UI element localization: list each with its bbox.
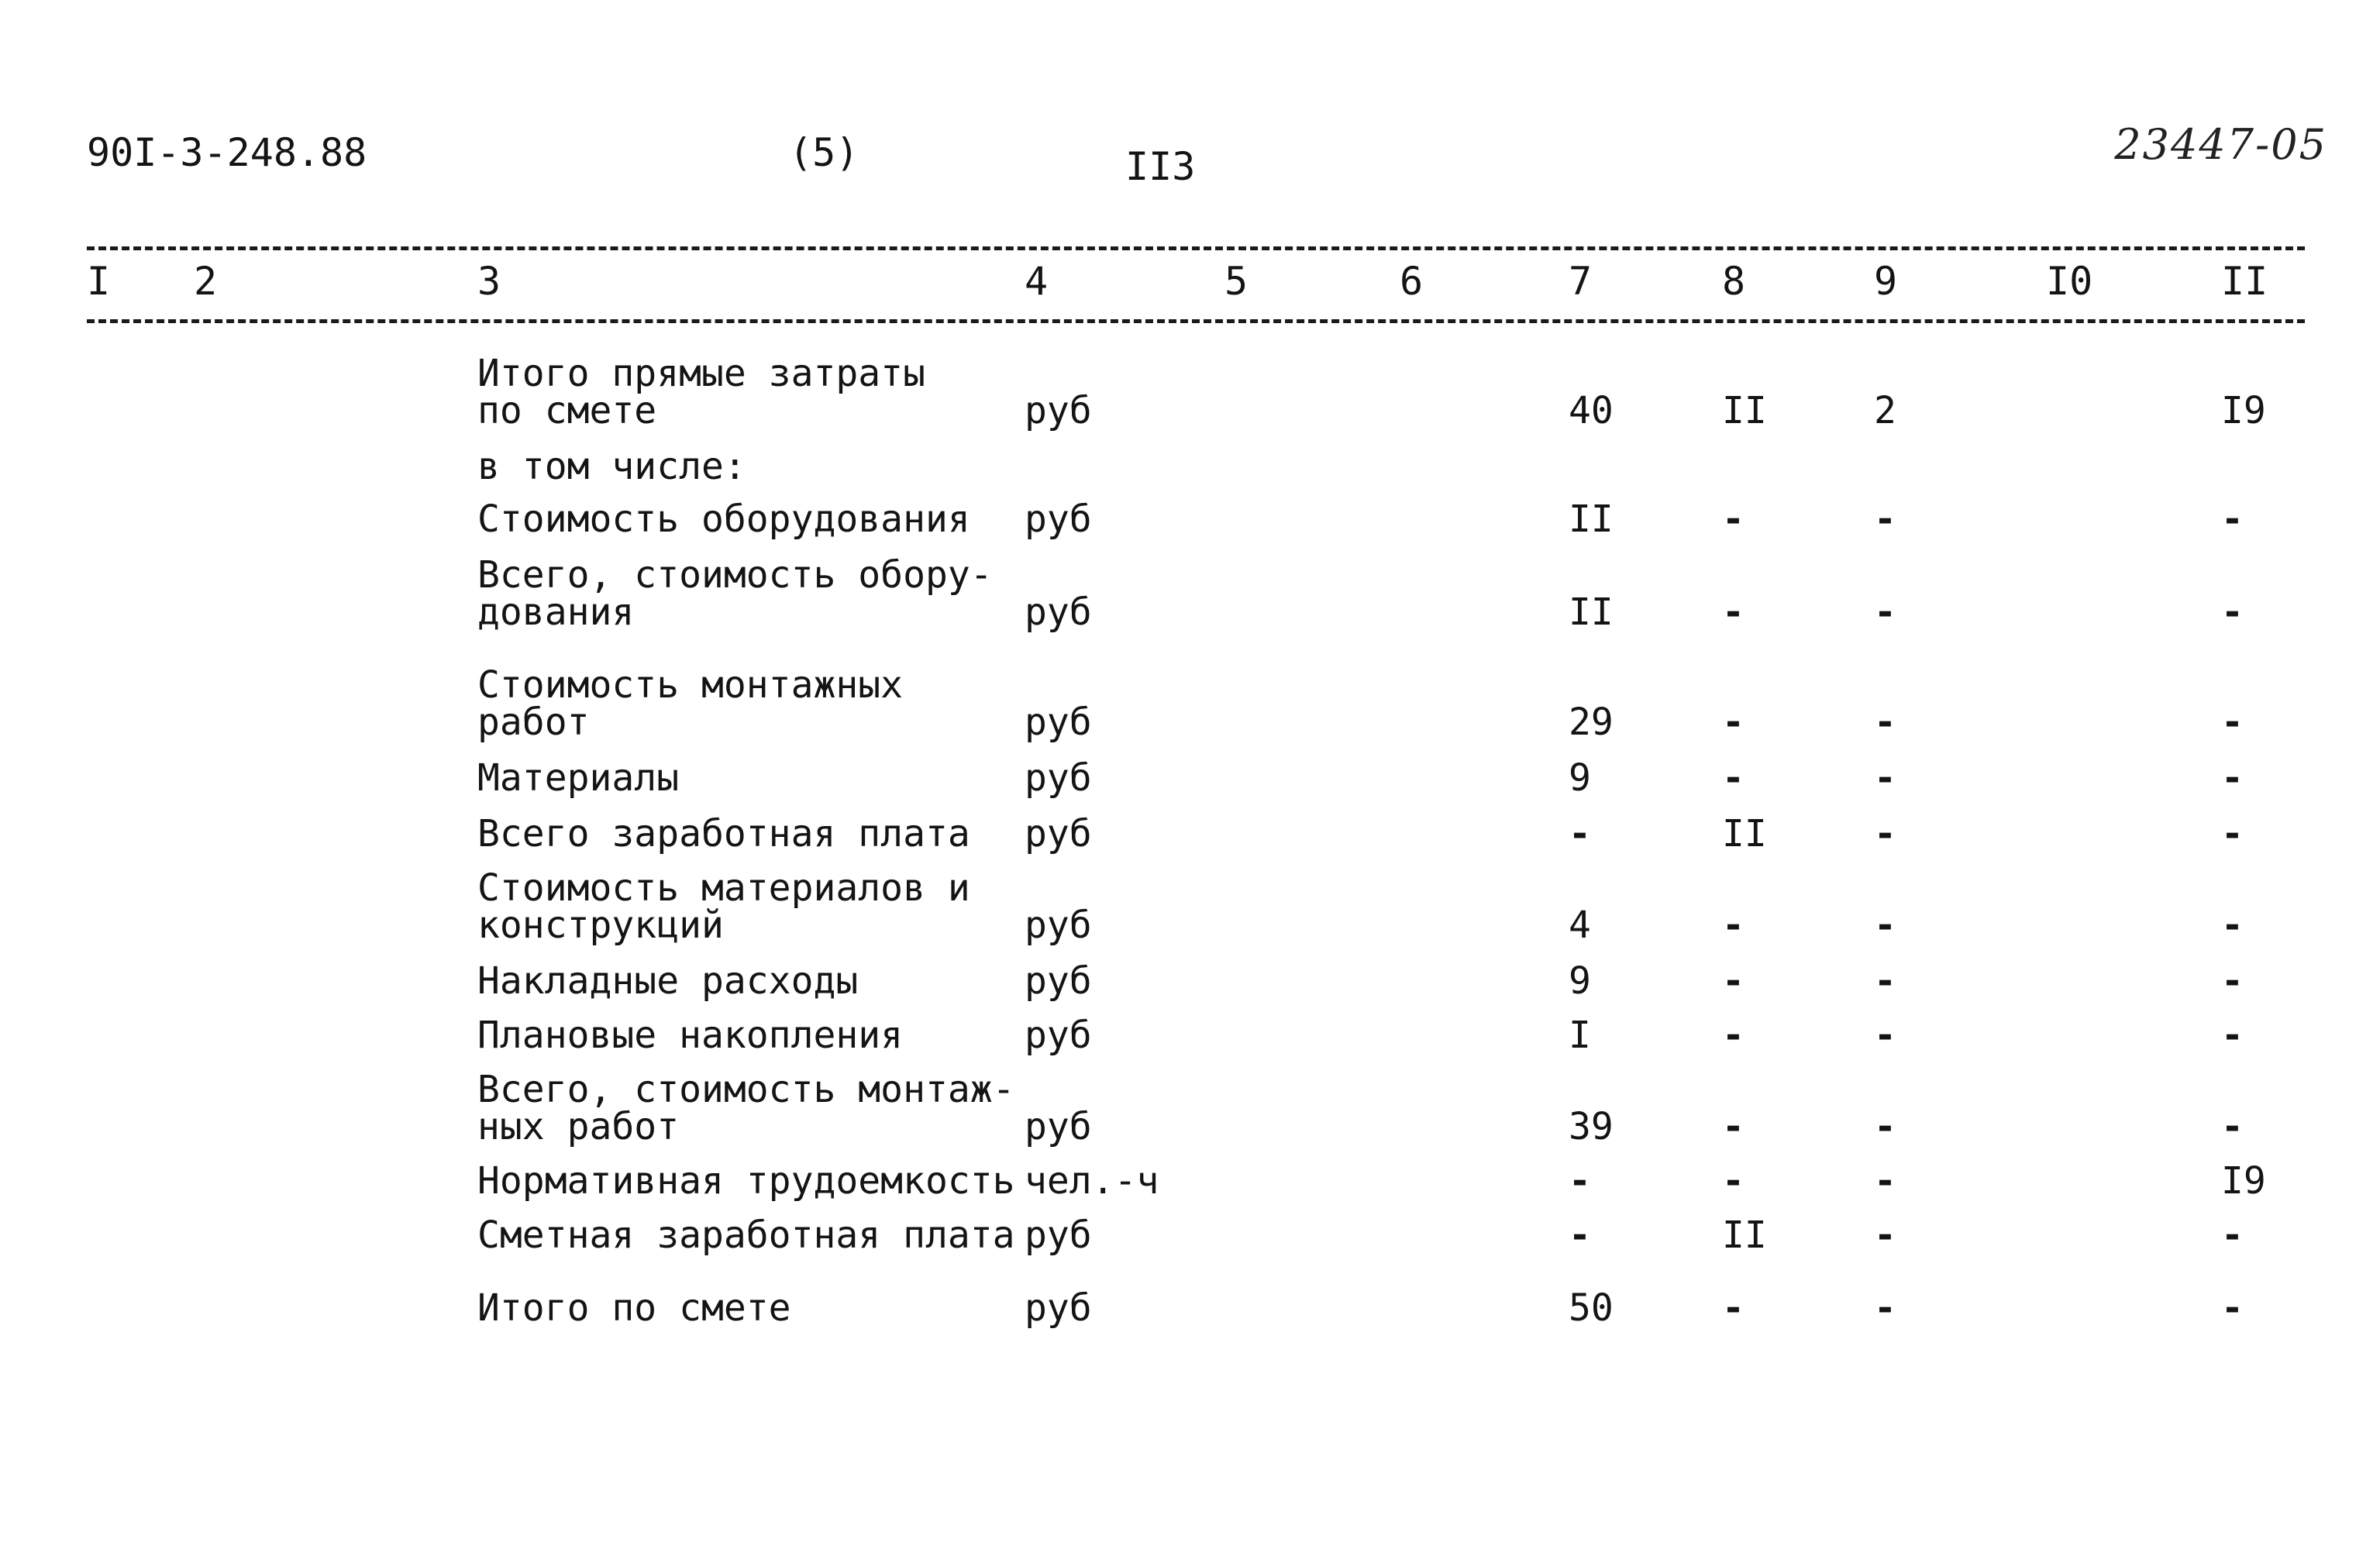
row-col11-value: I9 [2221, 1159, 2266, 1203]
row-col8-value: - [1722, 1159, 1745, 1203]
row-col8-value: - [1722, 1014, 1745, 1057]
column-number: 3 [477, 259, 501, 304]
row-col7-value: 50 [1569, 1286, 1614, 1330]
row-name: Плановые накопления [477, 1014, 904, 1057]
row-col9-value: - [1874, 959, 1896, 1003]
row-col7-value: - [1569, 812, 1591, 855]
column-number: II [2221, 259, 2268, 304]
row-col11-value: - [2221, 959, 2244, 1003]
row-col11-value: I9 [2221, 389, 2266, 432]
row-col7-value: 9 [1569, 756, 1591, 800]
row-col8-value: - [1722, 590, 1745, 634]
row-col11-value: - [2221, 904, 2244, 947]
document-code: 90I-3-248.88 [87, 130, 367, 175]
row-col9-value: - [1874, 701, 1896, 744]
row-name: Нормативная трудоемкость [477, 1159, 1015, 1203]
row-col11-value: - [2221, 1286, 2244, 1330]
row-col8-value: - [1722, 756, 1745, 800]
row-col7-value: 4 [1569, 904, 1591, 947]
row-col9-value: - [1874, 1105, 1896, 1148]
row-name: Стоимость оборудования [477, 497, 970, 541]
row-unit: руб [1025, 1213, 1092, 1257]
row-unit: руб [1025, 1105, 1092, 1148]
row-name: Итого по смете [477, 1286, 791, 1330]
row-col9-value: - [1874, 904, 1896, 947]
column-number: 5 [1224, 259, 1249, 304]
row-col11-value: - [2221, 1014, 2244, 1057]
row-col8-value: - [1722, 1105, 1745, 1148]
row-col7-value: 39 [1569, 1105, 1614, 1148]
row-col7-value: 29 [1569, 701, 1614, 744]
row-col9-value: - [1874, 1286, 1896, 1330]
column-number: 8 [1722, 259, 1746, 304]
column-number: 9 [1874, 259, 1898, 304]
row-name: Стоимость материалов и конструкций [477, 866, 970, 947]
row-unit: руб [1025, 389, 1092, 432]
row-col8-value: - [1722, 497, 1745, 541]
row-col9-value: - [1874, 756, 1896, 800]
row-name: в том числе: [477, 445, 746, 488]
row-unit: руб [1025, 959, 1092, 1003]
row-col8-value: - [1722, 701, 1745, 744]
row-name: Всего заработная плата [477, 812, 970, 855]
row-name: Материалы [477, 756, 680, 800]
handwritten-inventory-number: 23447-05 [2114, 120, 2327, 169]
row-col11-value: - [2221, 590, 2244, 634]
column-number: 6 [1400, 259, 1424, 304]
row-col7-value: I [1569, 1014, 1591, 1057]
row-name: Стоимость монтажных работ [477, 663, 904, 744]
row-col7-value: - [1569, 1213, 1591, 1257]
row-name: Всего, стоимость обору- дования [477, 553, 993, 634]
column-number: I0 [2046, 259, 2093, 304]
row-unit: руб [1025, 812, 1092, 855]
row-col9-value: - [1874, 590, 1896, 634]
row-col11-value: - [2221, 812, 2244, 855]
row-col11-value: - [2221, 1105, 2244, 1148]
row-unit: руб [1025, 1014, 1092, 1057]
row-unit: руб [1025, 1286, 1092, 1330]
row-col8-value: - [1722, 904, 1745, 947]
column-number: 4 [1025, 259, 1049, 304]
column-number: I [87, 259, 111, 304]
row-col7-value: 40 [1569, 389, 1614, 432]
row-col8-value: II [1722, 812, 1767, 855]
row-col7-value: II [1569, 590, 1614, 634]
page-number: II3 [1125, 144, 1196, 189]
row-col8-value: - [1722, 959, 1745, 1003]
row-unit: руб [1025, 756, 1092, 800]
row-col9-value: - [1874, 812, 1896, 855]
row-unit: чел.-ч [1025, 1159, 1159, 1203]
row-col11-value: - [2221, 497, 2244, 541]
row-col8-value: II [1722, 1213, 1767, 1257]
row-name: Всего, стоимость монтаж- ных работ [477, 1068, 1015, 1148]
row-unit: руб [1025, 904, 1092, 947]
row-unit: руб [1025, 590, 1092, 634]
row-col7-value: 9 [1569, 959, 1591, 1003]
row-col9-value: 2 [1874, 389, 1896, 432]
column-number: 2 [194, 259, 218, 304]
row-col9-value: - [1874, 1159, 1896, 1203]
row-col9-value: - [1874, 497, 1896, 541]
row-col7-value: - [1569, 1159, 1591, 1203]
row-col9-value: - [1874, 1014, 1896, 1057]
row-col9-value: - [1874, 1213, 1896, 1257]
column-number: 7 [1569, 259, 1593, 304]
row-unit: руб [1025, 497, 1092, 541]
row-name: Накладные расходы [477, 959, 859, 1003]
row-col11-value: - [2221, 756, 2244, 800]
row-col11-value: - [2221, 1213, 2244, 1257]
row-col8-value: - [1722, 1286, 1745, 1330]
row-name: Сметная заработная плата [477, 1213, 1015, 1257]
row-unit: руб [1025, 701, 1092, 744]
row-name: Итого прямые затраты по смете [477, 352, 925, 432]
sheet-number: (5) [789, 130, 859, 175]
row-col7-value: II [1569, 497, 1614, 541]
row-col11-value: - [2221, 701, 2244, 744]
row-col8-value: II [1722, 389, 1767, 432]
